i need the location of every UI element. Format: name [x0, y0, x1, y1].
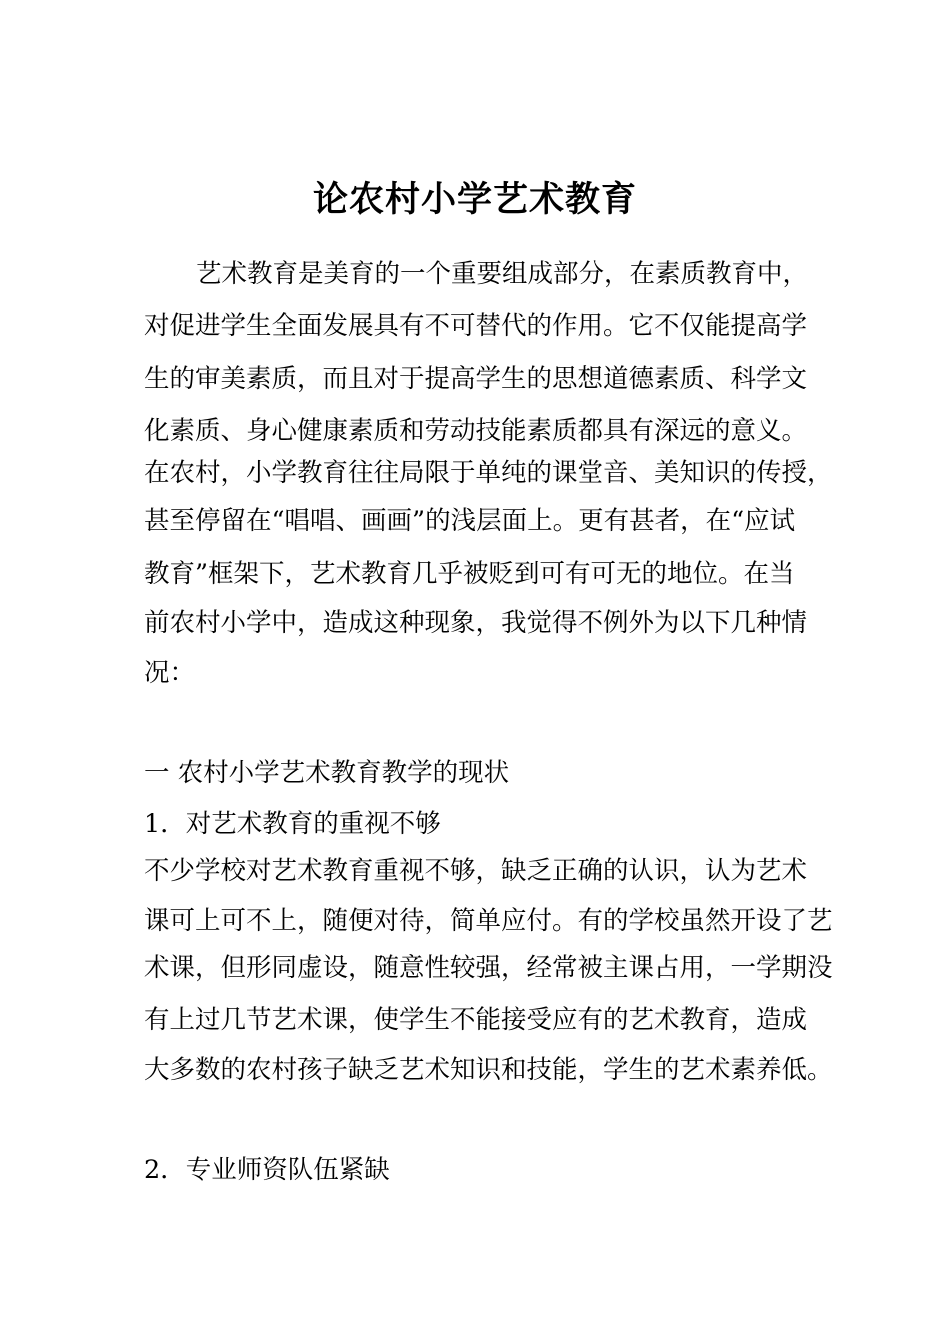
body-line-5: 大多数的农村孩子缺乏艺术知识和技能，学生的艺术素养低。: [144, 1055, 833, 1085]
section-heading: 一 农村小学艺术教育教学的现状: [144, 758, 510, 788]
body-line-4: 有上过几节艺术课，使学生不能接受应有的艺术教育，造成: [144, 1005, 808, 1035]
intro-line-8: 前农村小学中，造成这种现象，我觉得不例外为以下几种情: [144, 608, 808, 638]
intro-line-3: 生的审美素质，而且对于提高学生的思想道德素质、科学文: [144, 364, 808, 394]
document-title: 论农村小学艺术教育: [312, 179, 637, 220]
subheading-1: 1．对艺术教育的重视不够: [144, 809, 441, 839]
intro-line-5: 在农村，小学教育往往局限于单纯的课堂音、美知识的传授，: [144, 458, 833, 488]
subheading-2: 2．专业师资队伍紧缺: [144, 1155, 390, 1185]
body-line-1: 不少学校对艺术教育重视不够，缺乏正确的认识，认为艺术: [144, 856, 808, 886]
intro-line-7: 教育”框架下，艺术教育几乎被贬到可有可无的地位。在当: [144, 559, 795, 589]
intro-line-4: 化素质、身心健康素质和劳动技能素质都具有深远的意义。: [144, 416, 808, 446]
intro-line-1: 艺术教育是美育的一个重要组成部分，在素质教育中，: [196, 259, 809, 289]
intro-line-9: 况：: [144, 658, 196, 688]
intro-line-6: 甚至停留在“唱唱、画画”的浅层面上。更有甚者，在“应试: [144, 506, 796, 536]
body-line-3: 术课，但形同虚设，随意性较强，经常被主课占用，一学期没: [144, 953, 833, 983]
intro-line-2: 对促进学生全面发展具有不可替代的作用。它不仅能提高学: [144, 311, 808, 341]
body-line-2: 课可上可不上，随便对待，简单应付。有的学校虽然开设了艺: [144, 906, 833, 936]
